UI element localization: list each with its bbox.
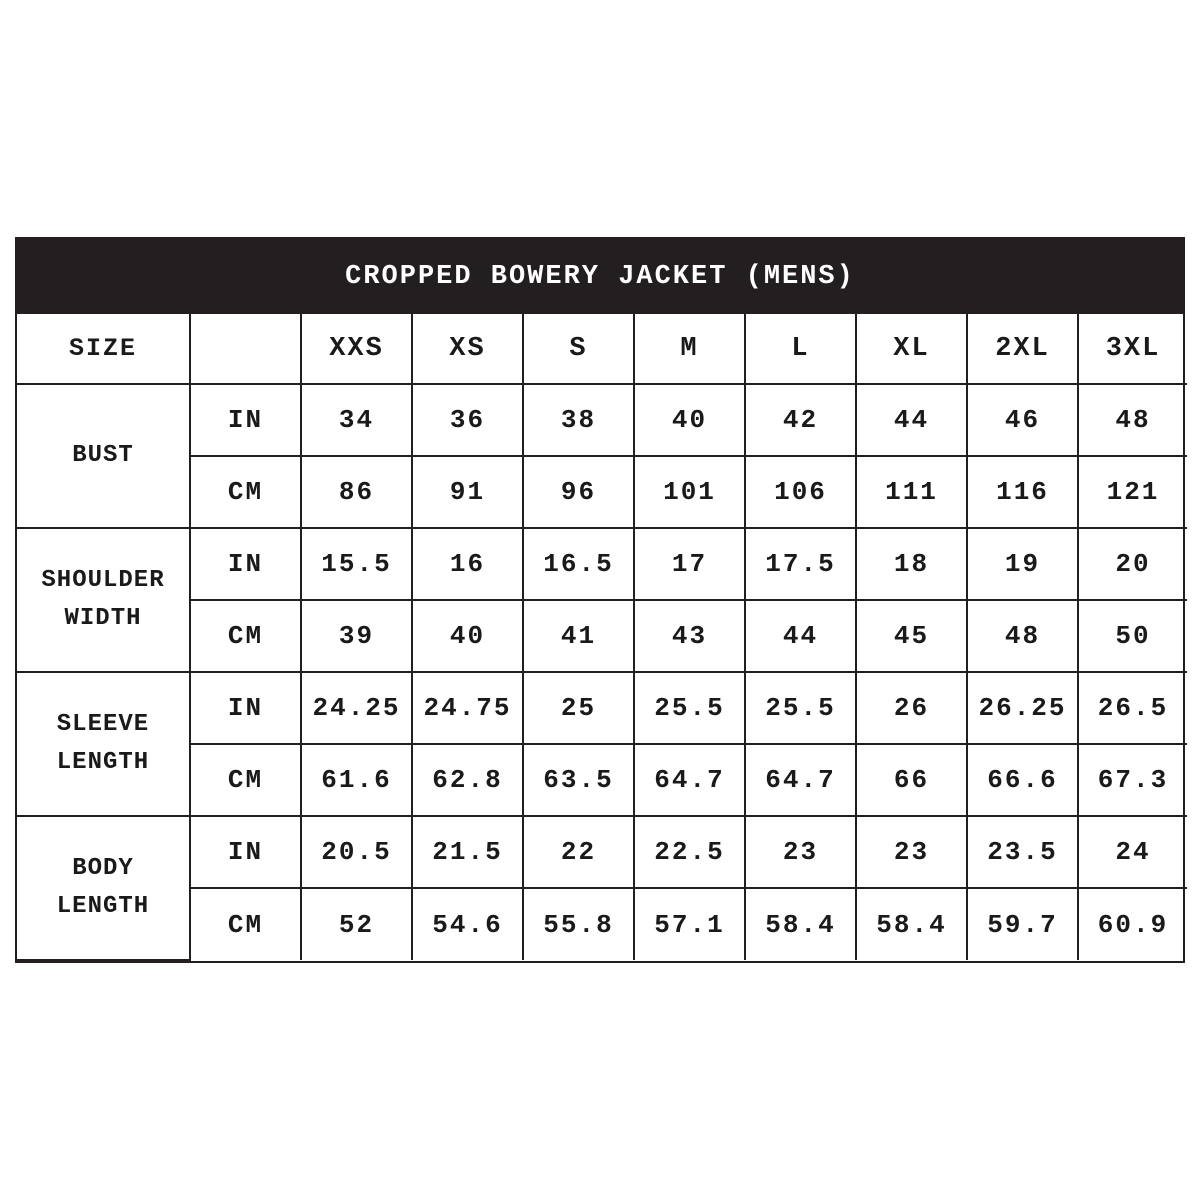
measurement-row: [17, 600, 1187, 672]
measurement-value: 25.5: [634, 672, 745, 744]
measurement-value: 39: [301, 600, 412, 672]
measurement-value: 111: [856, 456, 967, 528]
measurement-row: [17, 744, 1187, 816]
size-chart: [15, 237, 1185, 963]
unit-label: CM: [190, 600, 301, 672]
measurement-value: 25.5: [745, 672, 856, 744]
measurement-value: 16: [412, 528, 523, 600]
measurement-value: 19: [967, 528, 1078, 600]
size-column-header: XXS: [301, 314, 412, 384]
measurement-value: 50: [1078, 600, 1187, 672]
measurement-value: 20.5: [301, 816, 412, 888]
measurement-value: 38: [523, 384, 634, 456]
measurement-row: [17, 672, 1187, 744]
measurement-value: 66.6: [967, 744, 1078, 816]
measurement-value: 22: [523, 816, 634, 888]
measurement-value: 116: [967, 456, 1078, 528]
measurement-value: 52: [301, 888, 412, 960]
measurement-value: 45: [856, 600, 967, 672]
measurement-value: 34: [301, 384, 412, 456]
measurement-value: 43: [634, 600, 745, 672]
measurement-value: 41: [523, 600, 634, 672]
measurement-row: [17, 384, 1187, 456]
measurement-value: 16.5: [523, 528, 634, 600]
measurement-value: 63.5: [523, 744, 634, 816]
measurement-value: 61.6: [301, 744, 412, 816]
unit-label: IN: [190, 672, 301, 744]
measurement-value: 26.25: [967, 672, 1078, 744]
size-column-header: 2XL: [967, 314, 1078, 384]
measurement-value: 23: [856, 816, 967, 888]
measurement-value: 86: [301, 456, 412, 528]
measurement-value: 64.7: [745, 744, 856, 816]
measurement-value: 20: [1078, 528, 1187, 600]
measurement-value: 55.8: [523, 888, 634, 960]
measurement-value: 66: [856, 744, 967, 816]
size-column-header: S: [523, 314, 634, 384]
measurement-value: 25: [523, 672, 634, 744]
unit-label: IN: [190, 384, 301, 456]
size-column-header: L: [745, 314, 856, 384]
measurement-value: 64.7: [634, 744, 745, 816]
size-header-label: SIZE: [17, 314, 190, 384]
measurement-value: 91: [412, 456, 523, 528]
measurement-row: [17, 528, 1187, 600]
measurement-value: 24: [1078, 816, 1187, 888]
measurement-label: SLEEVE LENGTH: [17, 672, 190, 816]
unit-label: IN: [190, 816, 301, 888]
measurement-value: 23: [745, 816, 856, 888]
measurement-value: 44: [745, 600, 856, 672]
measurement-value: 54.6: [412, 888, 523, 960]
unit-label: CM: [190, 744, 301, 816]
measurement-value: 67.3: [1078, 744, 1187, 816]
measurement-row: [17, 456, 1187, 528]
measurement-value: 60.9: [1078, 888, 1187, 960]
measurement-value: 40: [412, 600, 523, 672]
measurement-value: 22.5: [634, 816, 745, 888]
size-column-header: XL: [856, 314, 967, 384]
measurement-row: [17, 816, 1187, 888]
measurement-value: 21.5: [412, 816, 523, 888]
unit-label: IN: [190, 528, 301, 600]
measurement-value: 46: [967, 384, 1078, 456]
measurement-label: BODY LENGTH: [17, 816, 190, 960]
measurement-value: 58.4: [856, 888, 967, 960]
measurement-value: 106: [745, 456, 856, 528]
size-column-header: M: [634, 314, 745, 384]
measurement-value: 26: [856, 672, 967, 744]
measurement-value: 23.5: [967, 816, 1078, 888]
measurement-value: 44: [856, 384, 967, 456]
size-table-body: [17, 314, 1187, 960]
measurement-value: 62.8: [412, 744, 523, 816]
measurement-row: [17, 888, 1187, 960]
size-column-header: XS: [412, 314, 523, 384]
measurement-value: 121: [1078, 456, 1187, 528]
header-row: [17, 314, 1187, 384]
measurement-value: 26.5: [1078, 672, 1187, 744]
size-column-header: 3XL: [1078, 314, 1187, 384]
size-table: [17, 314, 1187, 961]
measurement-value: 101: [634, 456, 745, 528]
measurement-value: 48: [1078, 384, 1187, 456]
unit-header-empty: [190, 314, 301, 384]
measurement-value: 18: [856, 528, 967, 600]
measurement-value: 59.7: [967, 888, 1078, 960]
measurement-value: 17: [634, 528, 745, 600]
measurement-label: SHOULDER WIDTH: [17, 528, 190, 672]
measurement-value: 17.5: [745, 528, 856, 600]
measurement-label: BUST: [17, 384, 190, 528]
measurement-value: 40: [634, 384, 745, 456]
chart-title: CROPPED BOWERY JACKET (MENS): [17, 239, 1183, 314]
measurement-value: 42: [745, 384, 856, 456]
measurement-value: 48: [967, 600, 1078, 672]
unit-label: CM: [190, 888, 301, 960]
measurement-value: 58.4: [745, 888, 856, 960]
measurement-value: 24.25: [301, 672, 412, 744]
measurement-value: 57.1: [634, 888, 745, 960]
measurement-value: 36: [412, 384, 523, 456]
unit-label: CM: [190, 456, 301, 528]
measurement-value: 15.5: [301, 528, 412, 600]
measurement-value: 24.75: [412, 672, 523, 744]
measurement-value: 96: [523, 456, 634, 528]
